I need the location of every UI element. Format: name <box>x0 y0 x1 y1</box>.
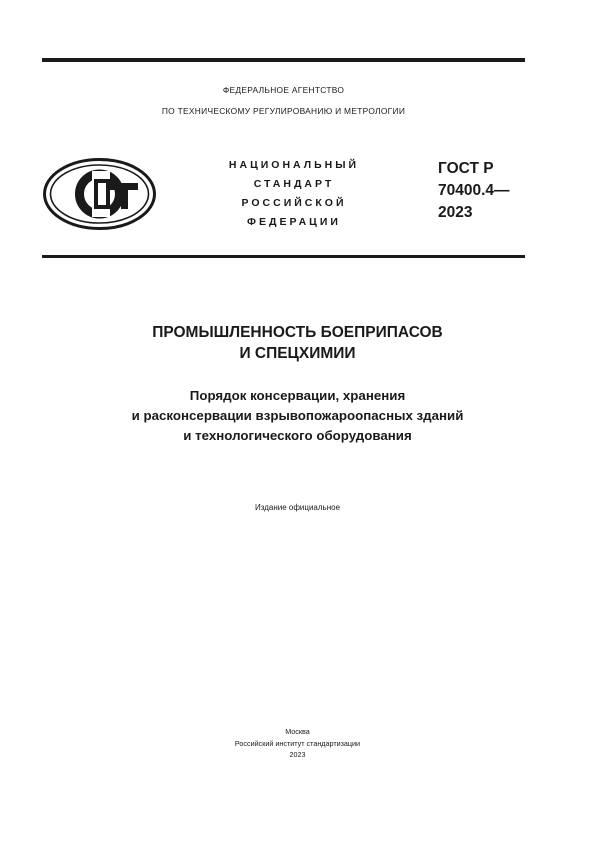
middle-rule <box>42 255 525 258</box>
standard-kind-line: НАЦИОНАЛЬНЫЙ <box>228 159 360 171</box>
imprint-city: Москва <box>285 727 310 736</box>
agency-line-2: ПО ТЕХНИЧЕСКОМУ РЕГУЛИРОВАНИЮ И МЕТРОЛОГИИ <box>161 106 406 116</box>
document-subtitle <box>0 386 595 446</box>
standard-kind-line: ФЕДЕРАЦИИ <box>247 216 341 228</box>
standard-number-line-3: 2023 <box>438 204 473 221</box>
imprint-year: 2023 <box>289 750 306 759</box>
standard-kind-line: СТАНДАРТ <box>253 178 335 190</box>
agency-header <box>42 80 525 122</box>
subtitle-line-3: и технологического оборудования <box>183 428 412 443</box>
standard-number <box>438 158 510 224</box>
rst-mark-icon <box>42 157 157 231</box>
agency-line-1: ФЕДЕРАЛЬНОЕ АГЕНТСТВО <box>222 85 345 95</box>
document-title <box>0 322 595 364</box>
standard-kind <box>215 156 373 232</box>
title-line-1: ПРОМЫШЛЕННОСТЬ БОЕПРИПАСОВ <box>152 324 443 341</box>
standard-number-line-2: 70400.4— <box>438 182 510 199</box>
standard-kind-line: РОССИЙСКОЙ <box>241 197 347 209</box>
top-rule <box>42 58 525 62</box>
subtitle-line-1: Порядок консервации, хранения <box>189 388 406 403</box>
edition-label: Издание официальное <box>254 503 341 512</box>
imprint-publisher: Российский институт стандартизации <box>234 738 361 748</box>
subtitle-line-2: и расконсервации взрывопожароопасных зданий <box>131 408 464 423</box>
standard-number-line-1: ГОСТ Р <box>438 160 494 177</box>
imprint <box>0 726 595 761</box>
title-line-2: И СПЕЦХИМИИ <box>239 345 356 362</box>
